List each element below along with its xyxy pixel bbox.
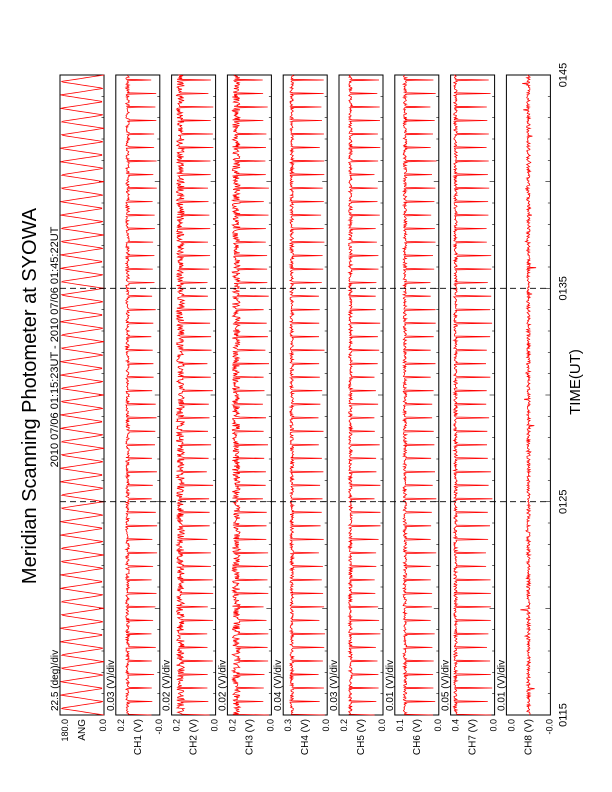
y-tick-high: 180.0 [60,719,70,742]
series-line-ch1 [126,75,157,715]
series-line-ch7 [454,75,493,715]
y-tick-low: 0.0 [98,719,108,732]
panel-scale-label: 22.5 (deg)/div [50,649,61,711]
series-line-ch3 [232,75,269,715]
panel-stack [50,75,554,755]
y-tick-low: 0.0 [488,719,499,732]
panel-name: CH6 (V) [411,719,423,756]
y-tick-low: 0.0 [377,719,387,732]
panel-frame [60,75,104,715]
panel-ch5 [329,75,387,755]
panel-scale-label: 0.02 (V)/div [161,659,173,711]
panel-scale-label: 0.01 (V)/div [384,659,396,711]
panel-ch4 [273,75,331,755]
y-tick-high: 0.4 [450,719,461,732]
panel-frame [283,75,327,715]
panel-name: CH3 (V) [244,719,256,756]
series-line-ch5 [349,75,381,715]
y-tick-high: 0.2 [227,719,238,732]
series-line-ch6 [403,75,436,715]
panel-scale-label: 0.03 (V)/div [329,659,340,711]
panel-name: CH4 (V) [300,719,312,756]
panel-scale-label: 0.02 (V)/div [217,659,229,711]
panel-ch3 [217,75,275,755]
series-line-ch4 [290,75,325,715]
panel-scale-label: 0.01 (V)/div [496,659,508,711]
panel-frame [339,75,383,715]
panel-frame [395,75,439,715]
panel-name: ANG [77,719,88,741]
y-tick-high: 0.3 [283,719,294,732]
y-tick-high: 0.1 [394,719,405,732]
panel-name: CH1 (V) [132,719,144,756]
x-tick-label: 0135 [557,276,570,301]
panel-scale-label: 0.04 (V)/div [273,659,285,711]
chart-title: Meridian Scanning Photometer at SYOWA [19,207,41,585]
y-tick-high: 0.2 [115,719,126,732]
panel-frame [172,75,216,715]
panel-name: CH5 (V) [356,719,367,756]
panel-ch6 [385,75,443,755]
y-tick-low: 0.0 [209,719,220,732]
y-tick-high: 0.2 [339,719,349,732]
panel-scale-label: 0.03 (V)/div [105,659,117,711]
panel-name: CH8 (V) [523,719,535,756]
series-line-ch2 [177,75,214,715]
x-axis-label: TIME(UT) [567,349,584,415]
y-tick-low: 0.0 [321,719,332,732]
panel-name: CH2 (V) [188,719,200,756]
panel-ch8 [496,75,554,755]
y-tick-low: 0.0 [265,719,276,732]
x-tick-label: 0125 [557,489,570,514]
y-tick-low: -0.0 [544,719,555,735]
series-line-ch8 [520,75,536,715]
x-tick-label: 0115 [557,703,570,727]
panel-scale-label: 0.05 (V)/div [440,659,452,711]
x-tick-label: 0145 [557,62,570,88]
y-tick-low: -0.0 [153,719,164,735]
chart-subtitle: 2010 07/06 01:15:23UT - 2010 07/06 01:45:22UT [49,226,61,468]
panel-ch2 [162,75,220,755]
panel-ch7 [441,75,499,755]
panel-name: CH7 (V) [467,719,479,756]
panel-frame [116,75,160,715]
series-line-ang [61,75,104,715]
y-tick-low: 0.0 [432,719,443,732]
y-tick-high: 0.0 [506,719,517,732]
panel-ch1 [106,75,164,755]
y-tick-high: 0.2 [171,719,182,732]
